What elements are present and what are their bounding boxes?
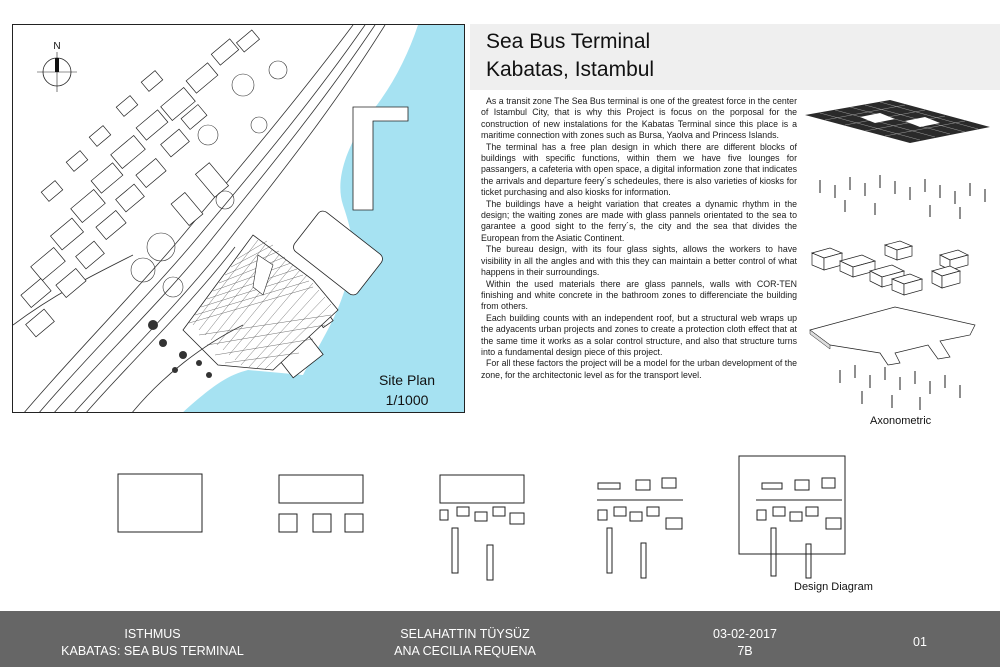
axo-bottom-columns (840, 365, 960, 410)
axonometric-drawing (800, 95, 995, 415)
description-paragraph: For all these factors the project will be a model for the urban development of the zone, for the architectonic level as for the transport level. (481, 358, 797, 380)
description-paragraph: The terminal has a free plan design in which there are different blocks of buildings with specific functions, within them we have five lounges for passangers, a cafeteria with open space, a digital information zone that indicates the arrivals and departure feery´s schedeules, there is also varieties of kiosks for ticket purchasing and also kiosks for information. (481, 141, 797, 198)
footer-date-group (680, 626, 810, 660)
diagram-step-1 (118, 474, 202, 532)
footer-page-number: 01 (913, 635, 927, 649)
footer-bar (0, 611, 1000, 667)
axo-buildings-layer (812, 241, 968, 295)
description-paragraph: Each building counts with an independent roof, but a structural web wraps up the adyacents urban projects and zones to create a protection cloth effect that at the same time it works as a solar control structure, and also that structure turns into a fundamental design piece of this project. (481, 312, 797, 357)
footer-group: 7B (737, 644, 753, 658)
footer-author-2: ANA CECILIA REQUENA (394, 644, 536, 658)
design-diagram-label: Design Diagram (794, 581, 873, 593)
diagram-step-5 (739, 456, 845, 578)
diagram-step-4 (597, 478, 683, 578)
axo-floor-layer (810, 307, 975, 365)
description-paragraph: The buildings have a height variation that creates a dynamic rhythm in the design; the waiting zones are made with glass pannels orientated to the sea to garantee a good sight to the ferry´s, the city and the sea that divides the European from the Asiatic Continent. (481, 198, 797, 243)
title-band (470, 24, 1000, 90)
north-arrow (37, 52, 77, 92)
north-label: N (53, 41, 61, 52)
axo-columns-layer (820, 175, 985, 219)
site-plan-title: Site Plan (378, 372, 436, 388)
page-subtitle: Kabatas, Istambul (486, 58, 655, 81)
axonometric-label: Axonometric (870, 415, 932, 427)
page-title: Sea Bus Terminal (486, 30, 651, 53)
footer-project-name: ISTHMUS (124, 627, 181, 641)
footer-author-1: SELAHATTIN TÜYSÜZ (400, 627, 530, 641)
site-plan-panel (12, 24, 465, 413)
axo-roof-layer (805, 100, 990, 143)
site-plan-drawing (13, 25, 465, 413)
site-plan-scale: 1/1000 (385, 392, 429, 408)
description-paragraph: The bureau design, with its four glass sights, allows the workers to have visibility in all the angles and with this they can maintain a better control of what happens in their surroundings. (481, 244, 797, 278)
footer-project (40, 626, 265, 660)
diagram-step-2 (279, 475, 363, 532)
design-diagrams (0, 440, 1000, 600)
project-description (481, 96, 797, 381)
site-plan-label (367, 370, 447, 410)
footer-date: 03-02-2017 (713, 627, 777, 641)
footer-authors (365, 626, 565, 660)
description-paragraph: Within the used materials there are glass pannels, walls with COR-TEN finishing and white concrete in the bathroom zones to differenciate the building from others. (481, 278, 797, 312)
diagram-step-3 (440, 475, 524, 580)
footer-project-title: KABATAS: SEA BUS TERMINAL (61, 644, 244, 658)
description-paragraph: As a transit zone The Sea Bus terminal is one of the greatest force in the center of Istambul City, that is why this Project is focus on the porposal for the construction of new instalations for the Kabatas Terminal since this place is a maritime connection with zones such as Bursa, Yaolva and Princess Islands. (481, 96, 797, 141)
